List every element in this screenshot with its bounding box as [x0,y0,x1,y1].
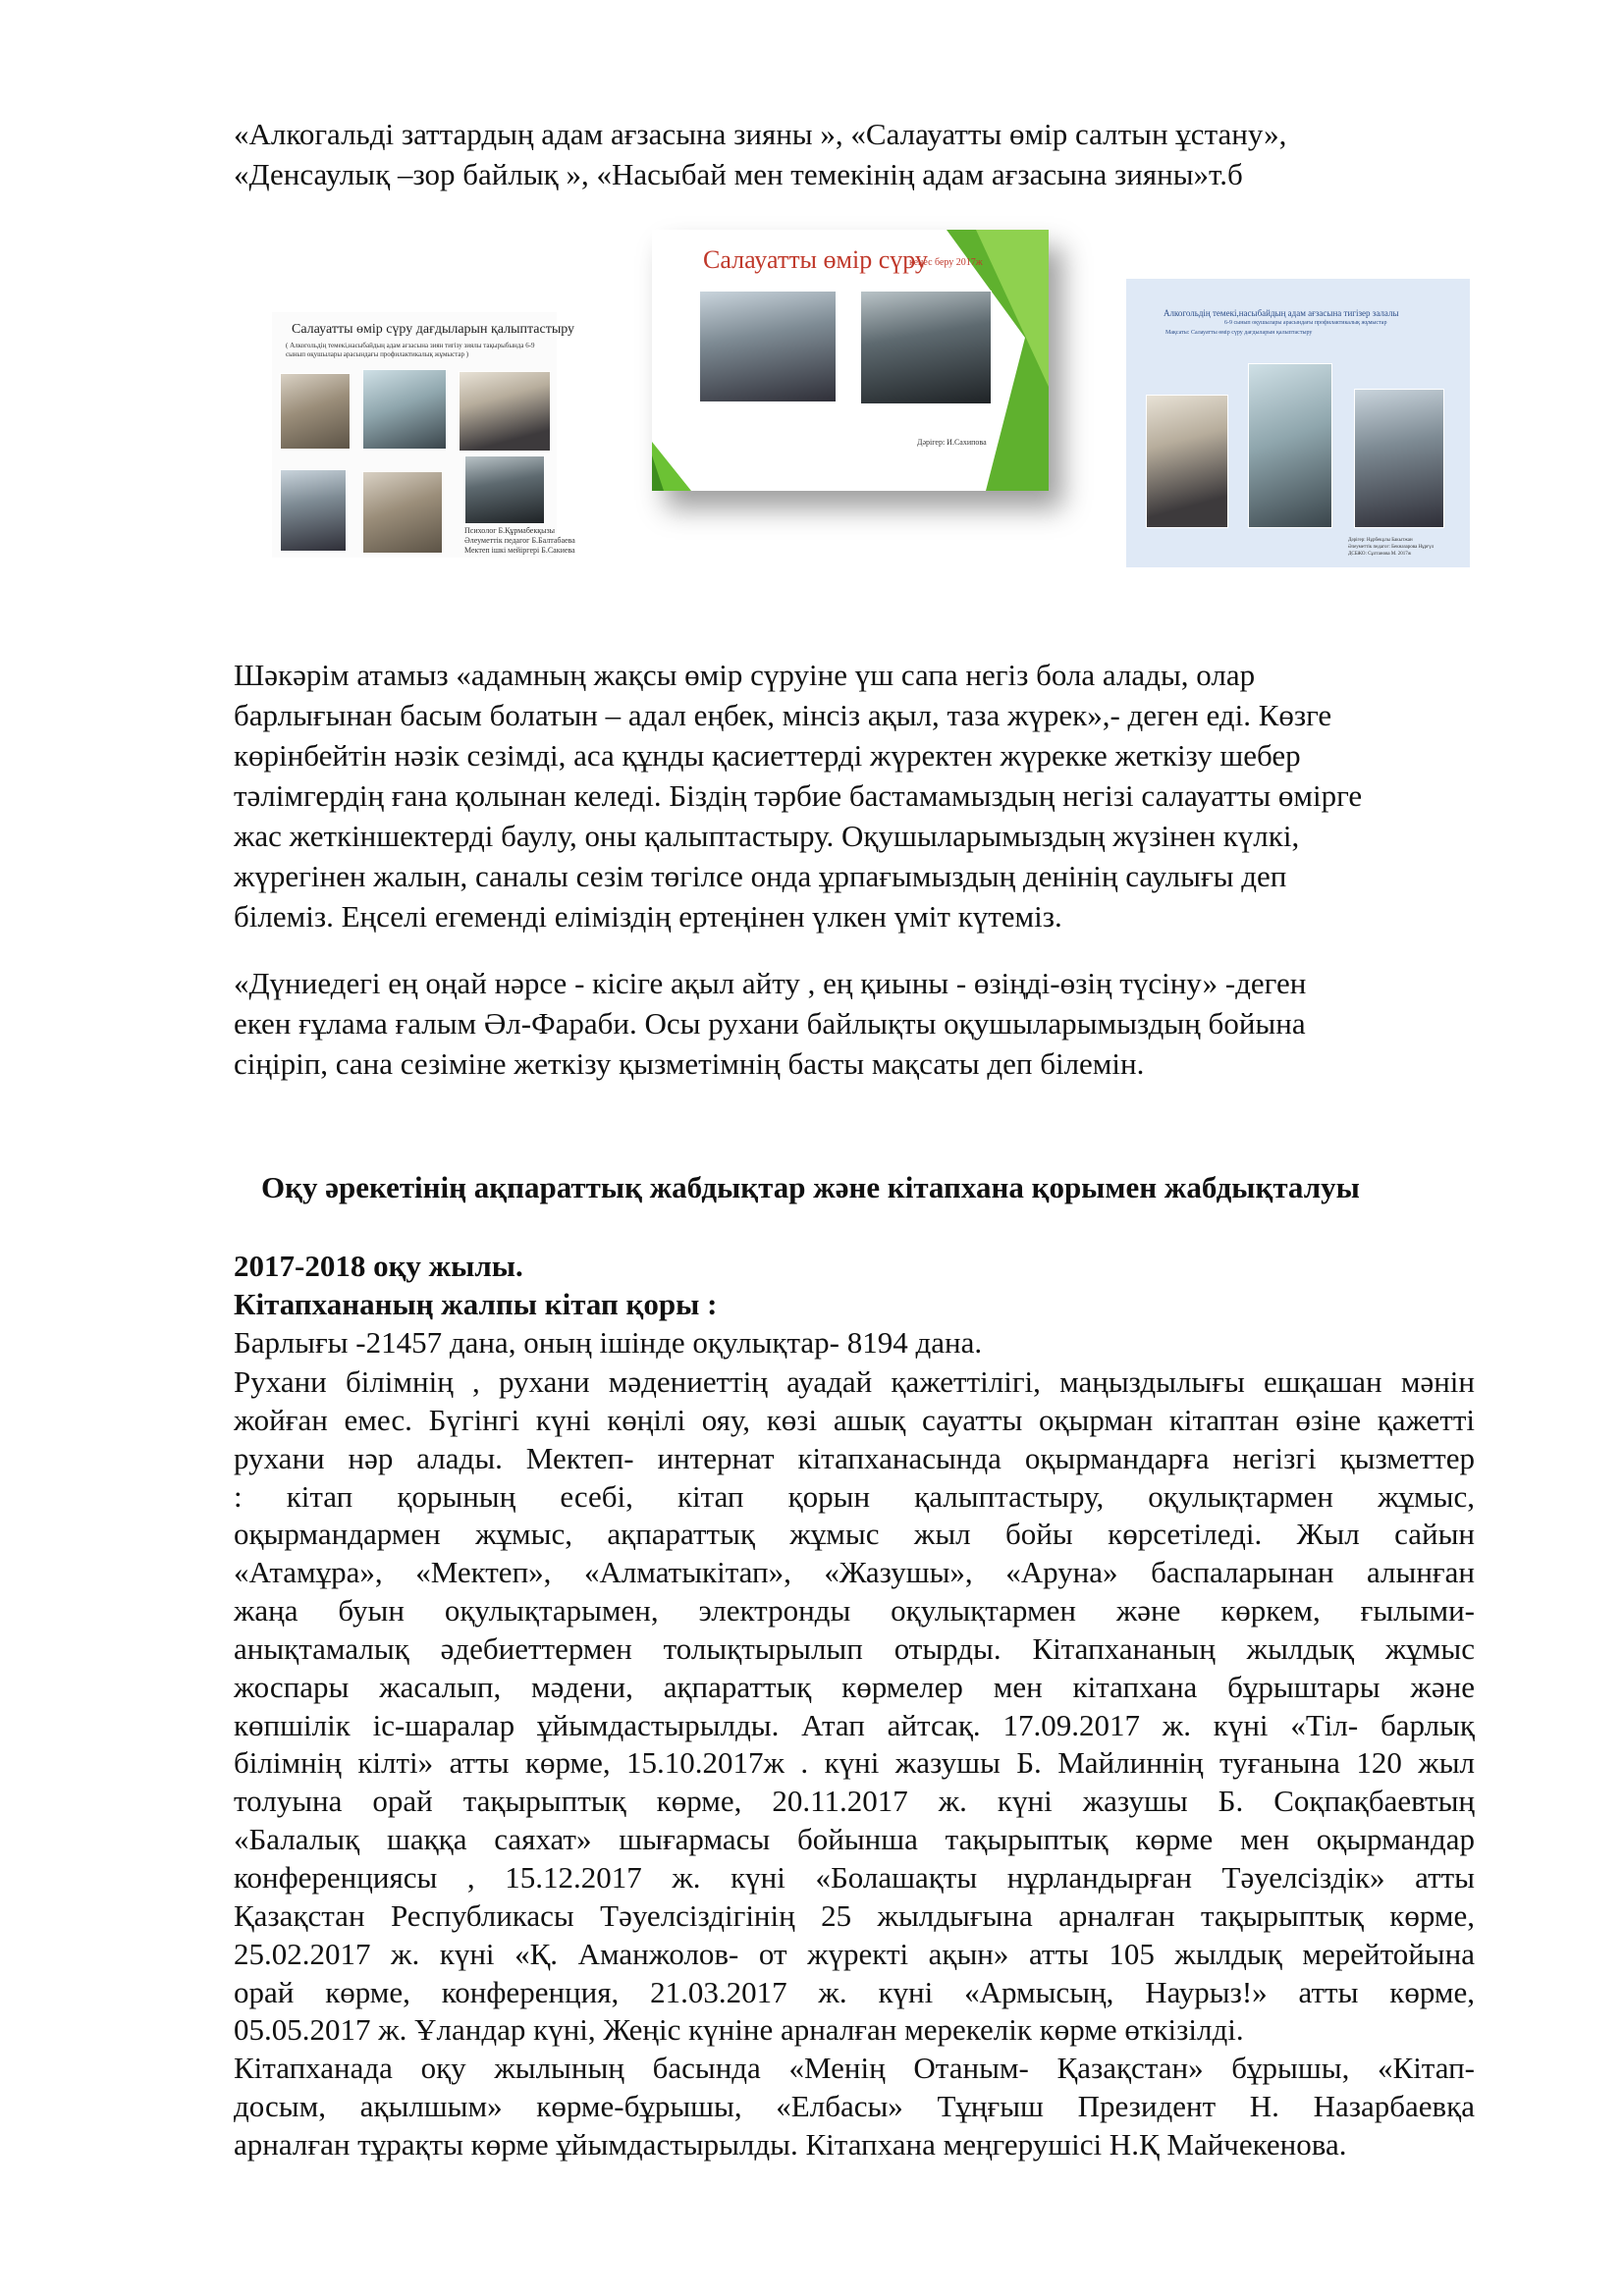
slide1-photo [459,371,551,452]
body-line: оқырмандармен жұмыс, ақпараттық жұмыс жыл бойы көрсетіледі. Жыл сайын [234,1517,1475,1552]
paragraph-line: көрінбейтін нәзік сезімді, аса құнды қасиеттерді жүректен жүрекке жеткізу шебер [234,738,1301,773]
body-line: 05.05.2017 ж. Ұландар күні, Жеңіс күніне арналған мерекелік көрме өткізілді. [234,2012,1244,2048]
body-line: конференциясы , 15.12.2017 ж. күні «Болашақты нұрландырған Тәуелсіздік» атты [234,1859,1475,1895]
body-line: көпшілік іс-шаралар ұйымдастырылды. Атап айтсақ. 17.09.2017 ж. күні «Тіл- барлық [234,1707,1475,1742]
slide-image-3 [1126,279,1470,567]
body-line: орай көрме, конференция, 21.03.2017 ж. күні «Армысың, Наурыз!» атты көрме, [234,1974,1475,2009]
body-line: анықтамалық әдебиеттермен толықтырылып отырды. Кітапхананың жылдық жұмыс [234,1630,1475,1666]
slide1-credit: Әлеуметтік педагог Б.Балтабаева [464,536,575,545]
slide1-credit: Мектеп ішкі мейіргері Б.Сакиева [464,546,575,555]
slide3-credit: Дәрігер: Нұрбекұлы Бакытжан [1348,538,1413,543]
slide3-photo [1354,389,1444,528]
paragraph-line: білеміз. Еңселі егеменді еліміздің ертеңінен үлкен үміт күтеміз. [234,899,1062,934]
slide1-photo [362,471,443,554]
body-line: жоспары жасалып, мәдени, ақпараттық көрмелер мен кітапхана бұрыштары және [234,1669,1475,1704]
slide2-title: Салауатты өмір сүру [703,245,928,274]
body-line: : кітап қорының есебі, кітап қорын қалыптастыру, оқулықтармен жұмыс, [234,1478,1475,1514]
farabi-paragraph [234,963,1481,1084]
paragraph-line: жас жеткіншектерді баулу, оны қалыптастыру. Оқушыларымыздың жүзінен күлкі, [234,819,1300,853]
body-line: 25.02.2017 ж. күні «Қ. Аманжолов- от жүректі ақын» атты 105 жылдық мерейтойына [234,1936,1475,1971]
paragraph-line: екен ғұлама ғалым Әл-Фараби. Осы рухани байлықты оқушыларымыздың бойына [234,1006,1306,1041]
paragraph-line: жүрегінен жалын, саналы сезім төгілсе онда ұрпағымыздың денінің саулығы деп [234,859,1287,893]
shakarim-paragraph [234,655,1481,936]
slide1-photo [280,469,347,552]
body-line: жойған емес. Бүгінгі күні көңілі ояу, көзі ашық сауатты оқырман кітаптан өзіне қажетті [234,1402,1475,1437]
slide3-photo [1248,363,1332,528]
slide2-photo [860,291,992,404]
slide3-credit: Әлеуметтік педагог: Бекназарова Нұрғүл [1348,545,1435,550]
intro-line: «Алкогальді заттардың адам ағзасына зияны », «Салауатты өмір салтын ұстану», [234,117,1287,151]
slide3-aim: Мақсаты: Салауатты өмір сүру дағдыларын қалыптастыру [1165,330,1313,336]
body-line: толуына орай тақырыптық көрме, 20.11.2017 ж. күні жазушы Б. Соқпақбаевтың [234,1784,1475,1819]
paragraph-line: «Дүниедегі ең оңай нәрсе - кісіге ақыл айту , ең қиыны - өзіңді-өзің түсіну» -деген [234,966,1307,1000]
slide3-credit: ДСБЖО: Сұлтанова М. 2017ж [1348,552,1412,557]
slide2-credit: Дәрігер: И.Сахипова [917,438,987,447]
paragraph-line: барлығынан басым болатын – адал еңбек, мінсіз ақыл, таза жүрек»,- деген еді. Көзге [234,698,1332,732]
academic-year: 2017-2018 оқу жылы. [234,1249,523,1283]
slide-image-1 [272,312,575,558]
slide1-photo [362,369,447,450]
library-fund-total: Барлығы -21457 дана, оның ішінде оқулықтар- 8194 дана. [234,1325,983,1360]
paragraph-line: тәлімгердің ғана қолынан келеді. Біздің тәрбие бастамамыздың негізі салауатты өмірге [234,778,1363,813]
slide-image-2 [652,230,1049,491]
intro-line: «Денсаулық –зор байлық », «Насыбай мен темекінің адам ағзасына зияны»т.б [234,157,1243,191]
body-line: Қазақстан Республикасы Тәуелсіздігінің 25 жылдығына арналған тақырыптық көрме, [234,1897,1475,1933]
paragraph-line: Шәкәрім атамыз «адамның жақсы өмір сүруіне үш сапа негіз бола алады, олар [234,658,1256,692]
slide1-photo [464,455,545,524]
body-line: арналған тұрақты көрме ұйымдастырылды. Кітапхана меңгерушісі Н.Қ Майчекенова. [234,2126,1347,2162]
paragraph-line: сіңіріп, сана сезіміне жеткізу қызметімнің басты мақсаты деп білемін. [234,1046,1145,1081]
section-heading: Оқу әрекетінің ақпараттық жабдықтар және кітапхана қорымен жабдықталуы [261,1170,1360,1204]
intro-topics-text [234,114,1471,194]
slide1-credit: Психолог Б.Құрмабекқызы [464,526,556,535]
body-line: Кітапханада оқу жылының басында «Менің Отаным- Қазақстан» бұрышы, «Кітап- [234,2051,1475,2086]
body-line: досым, ақылшым» көрме-бұрышы, «Елбасы» Тұңғыш Президент Н. Назарбаевқа [234,2089,1475,2124]
body-line: Рухани білімнің , рухани мәдениеттің ауадай қажеттілігі, маңыздылығы ешқашан мәнін [234,1364,1475,1399]
slide1-subtitle: ( Алкогольдің темекі,насыбайдың адам ағзасына зиян тигізу зиялы тақырыбында 6-9 сынып оқушылары арасындағы профилактикалық жұмыстар ) [286,342,535,358]
slide3-subtitle: 6-9 сынып оқушылары арасындағы профилактикалық жұмыстар [1224,320,1387,326]
body-line: «Атамұра», «Мектеп», «Алматыкітап», «Жазушы», «Аруна» баспаларынан алынған [234,1555,1475,1590]
body-line: білімнің кілті» атты көрме, 15.10.2017ж . күні жазушы Б. Майлиннің туғанына 120 жыл [234,1745,1475,1781]
slide3-title: Алкогольдің темекі,насыбайдың адам ағзасына тигізер залалы [1164,308,1399,318]
library-fund-title: Кітапхананың жалпы кітап қоры : [234,1287,718,1321]
slide1-photo [280,373,351,450]
body-line: рухани нәр алады. Мектеп- интернат кітапханасында оқырмандарға негізгі қызметтер [234,1440,1475,1475]
slide1-title: Салауатты өмір сүру дағдыларын қалыптастыру [292,322,575,337]
slide2-photo [699,291,837,402]
body-line: «Балалық шаққа саяхат» шығармасы бойынша тақырыптық көрме мен оқырмандар [234,1822,1475,1857]
slide2-subtitle: кеңес беру 2017ж [909,257,983,268]
slide3-photo [1146,395,1228,528]
library-body-text [234,1363,1475,2164]
body-line: жаңа буын оқулықтарымен, электронды оқулықтармен және көркем, ғылыми- [234,1593,1475,1629]
